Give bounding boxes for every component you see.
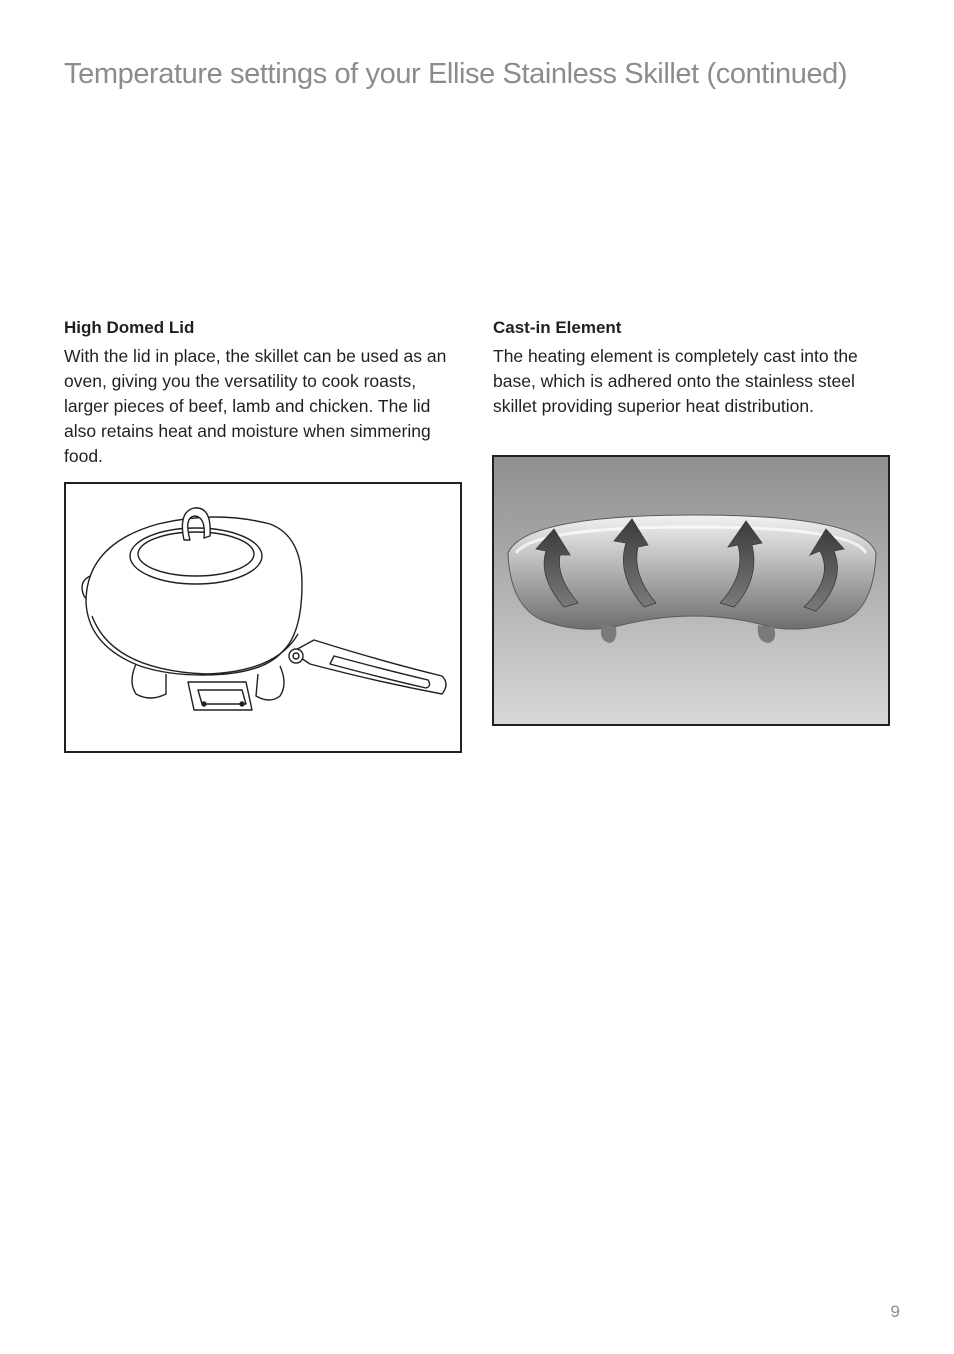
section-high-domed-lid <box>64 318 462 469</box>
section-cast-in-element <box>493 318 891 419</box>
heat-distribution-drawing <box>494 457 888 724</box>
domed-skillet-drawing <box>66 484 460 751</box>
section-body: With the lid in place, the skillet can be used as an oven, giving you the versatility to cook roasts, larger pieces of beef, lamb and chicken. The lid also retains heat and moisture when simmering food. <box>64 346 447 466</box>
section-body: The heating element is completely cast into the base, which is adhered onto the stainless steel skillet providing superior heat distribution. <box>493 346 858 416</box>
section-heading: Cast-in Element <box>493 318 622 337</box>
page-title: Temperature settings of your Ellise Stainless Skillet (continued) <box>64 58 848 90</box>
section-heading: High Domed Lid <box>64 318 195 337</box>
cast-in-element-illustration <box>492 455 890 726</box>
skillet-with-lid-illustration <box>64 482 462 753</box>
page-number: 9 <box>890 1302 900 1321</box>
